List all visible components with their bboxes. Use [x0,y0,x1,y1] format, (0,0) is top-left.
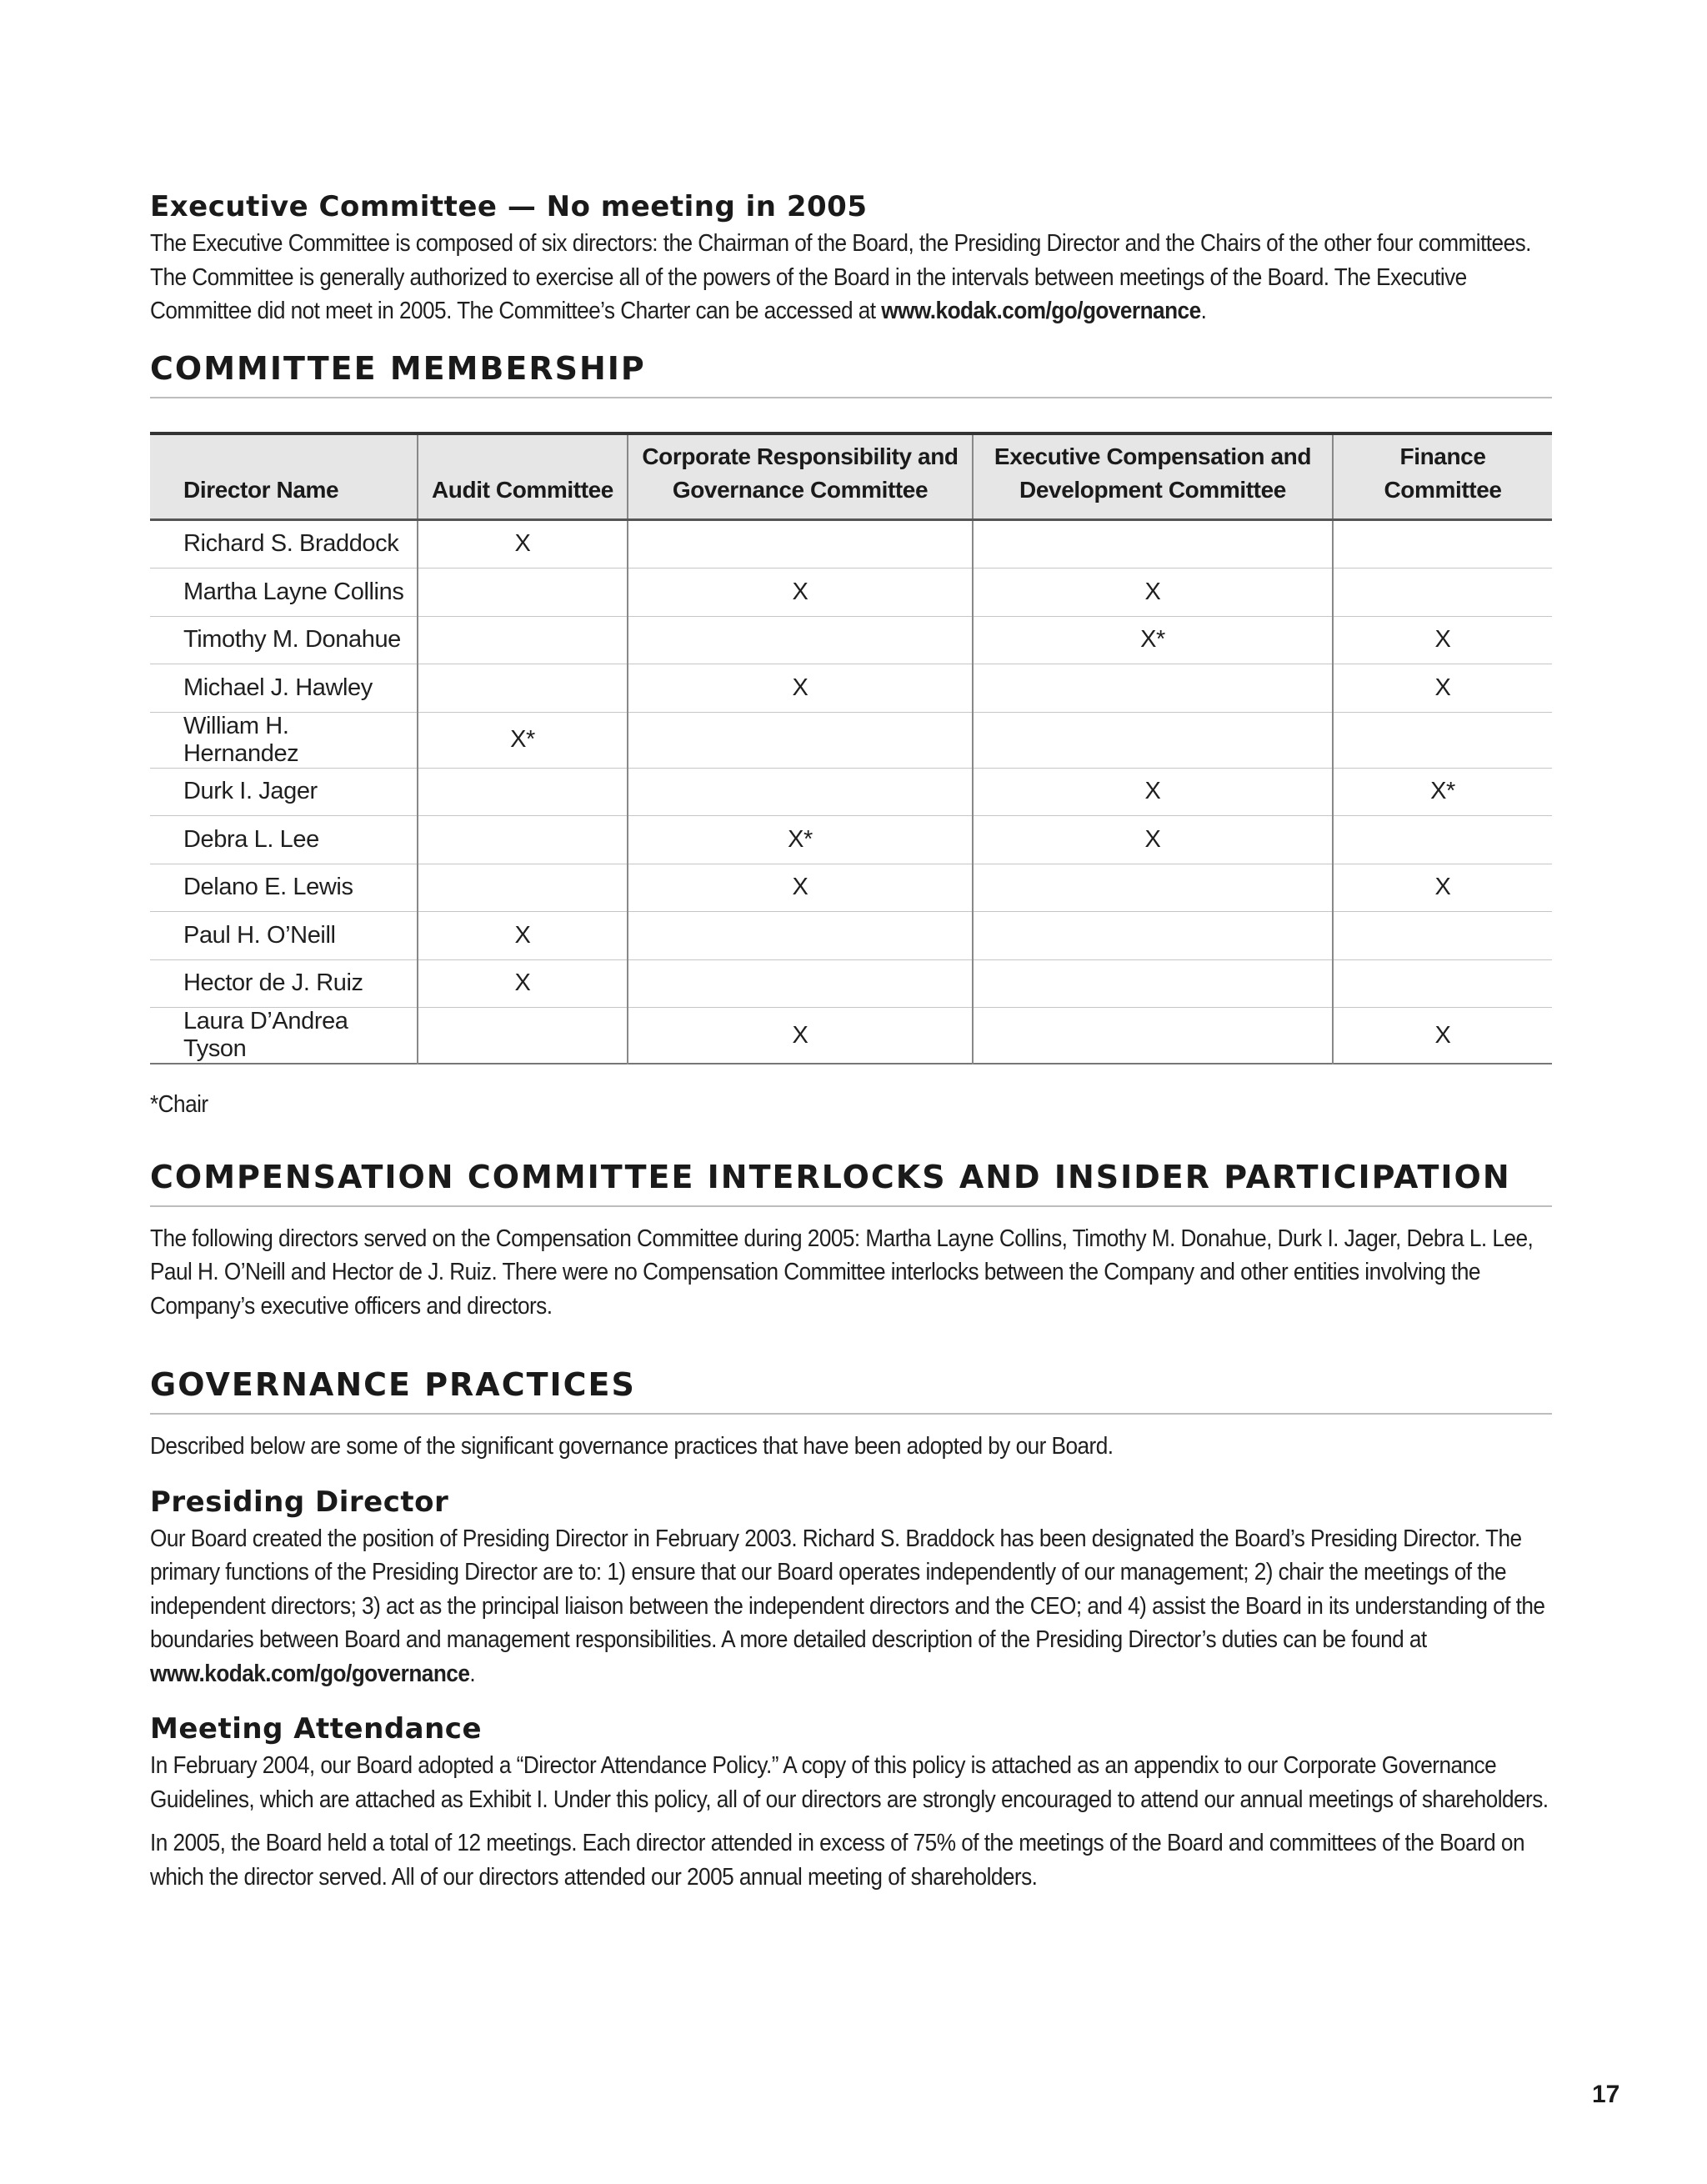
membership-cell: X [628,1008,973,1064]
membership-cell [418,616,628,664]
membership-cell: X [628,664,973,713]
column-header-director-name: Director Name [150,433,418,520]
membership-cell: X [973,768,1333,816]
director-name-cell: Durk I. Jager [150,768,418,816]
table-row [150,664,1552,713]
membership-cell: X [1333,1008,1552,1064]
membership-cell: X [418,959,628,1008]
membership-cell: X [1333,616,1552,664]
membership-cell [418,569,628,617]
membership-cell [628,712,973,768]
membership-cell: X [1333,664,1552,713]
director-name-cell: Timothy M. Donahue [150,616,418,664]
membership-cell [628,616,973,664]
director-name-cell: Michael J. Hawley [150,664,418,713]
committee-membership-table [150,432,1552,1065]
membership-cell [418,864,628,912]
column-header-finance: Finance Committee [1333,433,1552,520]
table-row [150,768,1552,816]
executive-committee-period: . [1200,298,1207,324]
membership-cell: X* [973,616,1333,664]
meeting-attendance-heading: Meeting Attendance [150,1712,483,1746]
table-row [150,864,1552,912]
page-content [150,190,1552,1894]
governance-practices-heading: GOVERNANCE PRACTICES [150,1366,1552,1415]
membership-cell [973,959,1333,1008]
membership-cell: X [418,912,628,960]
membership-cell [1333,816,1552,864]
membership-cell [973,664,1333,713]
table-row [150,616,1552,664]
membership-cell [628,959,973,1008]
presiding-director-text [150,1522,1554,1691]
membership-cell [1333,519,1552,569]
table-row [150,816,1552,864]
membership-cell: X [1333,864,1552,912]
membership-cell [418,816,628,864]
column-header-governance: Corporate Responsibility and Governance Committee [628,433,973,520]
membership-cell: X [628,864,973,912]
meeting-attendance-text-1: In February 2004, our Board adopted a “Director Attendance Policy.” A copy of this policy is attached as an appendix to our Corporate Governance Guidelines, which are attached as Exhibit I. Under this policy, all of our directors are strongly encouraged to attend our annual meetings of shareholders. [150,1752,1549,1813]
presiding-director-period: . [469,1660,476,1687]
table-header-row [150,433,1552,520]
interlocks-text: The following directors served on the Compensation Committee during 2005: Martha Layne Collins, Timothy M. Donahue, Durk I. Jager, Debra L. Lee, Paul H. O’Neill and Hector de J. Ruiz. There were no Compensation Committee interlocks between the Company and other entities involving the Company’s executive officers and directors. [150,1225,1534,1320]
membership-cell [418,768,628,816]
membership-cell: X [418,519,628,569]
membership-cell [418,1008,628,1064]
executive-committee-text [150,227,1554,328]
chair-footnote: *Chair [150,1091,208,1118]
committee-membership-heading: COMMITTEE MEMBERSHIP [150,350,1552,398]
director-name-cell: Hector de J. Ruiz [150,959,418,1008]
director-name-cell: Delano E. Lewis [150,864,418,912]
column-header-compensation: Executive Compensation and Development Committee [973,433,1333,520]
membership-cell [628,768,973,816]
director-name-cell: William H. Hernandez [150,712,418,768]
director-name-cell: Debra L. Lee [150,816,418,864]
presiding-director-body: Our Board created the position of Presiding Director in February 2003. Richard S. Braddock has been designated the Board’s Presiding Director. The primary functions of the Presiding Director are to: 1) ensure that our Board operates independently of our management; 2) chair the meetings of the independent directors; 3) act as the principal liaison between the independent directors and the CEO; and 4) assist the Board in its understanding of the boundaries between Board and management responsibilities. A more detailed description of the Presiding Director’s duties can be found at [150,1525,1545,1653]
membership-cell: X* [418,712,628,768]
membership-cell [973,1008,1333,1064]
membership-cell: X [973,569,1333,617]
executive-committee-body: The Executive Committee is composed of six directors: the Chairman of the Board, the Presiding Director and the Chairs of the other four committees. The Committee is generally authorized to exercise all of the powers of the Board in the intervals between meetings of the Board. The Executive Committee did not meet in 2005. The Committee’s Charter can be accessed at [150,230,1531,324]
presiding-governance-link[interactable]: www.kodak.com/go/governance [150,1660,470,1687]
governance-practices-intro: Described below are some of the significant governance practices that have been adopted by our Board. [150,1433,1114,1460]
membership-cell: X* [1333,768,1552,816]
executive-committee-heading: Executive Committee — No meeting in 2005 [150,190,868,223]
membership-cell [1333,712,1552,768]
table-row [150,959,1552,1008]
membership-cell [973,912,1333,960]
director-name-cell: Richard S. Braddock [150,519,418,569]
membership-cell: X [973,816,1333,864]
table-row [150,519,1552,569]
presiding-director-heading: Presiding Director [150,1485,449,1519]
membership-cell [628,519,973,569]
membership-cell: X [628,569,973,617]
membership-cell: X* [628,816,973,864]
membership-cell [973,519,1333,569]
membership-cell [973,864,1333,912]
membership-cell [1333,959,1552,1008]
table-row [150,1008,1552,1064]
column-header-audit: Audit Committee [418,433,628,520]
page-number: 17 [1592,2081,1620,2108]
director-name-cell: Laura D’Andrea Tyson [150,1008,418,1064]
director-name-cell: Martha Layne Collins [150,569,418,617]
director-name-cell: Paul H. O’Neill [150,912,418,960]
membership-cell [973,712,1333,768]
table-row [150,912,1552,960]
interlocks-heading: COMPENSATION COMMITTEE INTERLOCKS AND INSIDER PARTICIPATION [150,1159,1552,1207]
membership-cell [1333,569,1552,617]
membership-cell [1333,912,1552,960]
table-row [150,569,1552,617]
membership-table-body [150,519,1552,1064]
table-row [150,712,1552,768]
meeting-attendance-text-2: In 2005, the Board held a total of 12 meetings. Each director attended in excess of 75% of the meetings of the Board and committees of the Board on which the director served. All of our directors attended our 2005 annual meeting of shareholders. [150,1830,1524,1891]
executive-governance-link[interactable]: www.kodak.com/go/governance [881,298,1201,324]
membership-cell [628,912,973,960]
membership-cell [418,664,628,713]
